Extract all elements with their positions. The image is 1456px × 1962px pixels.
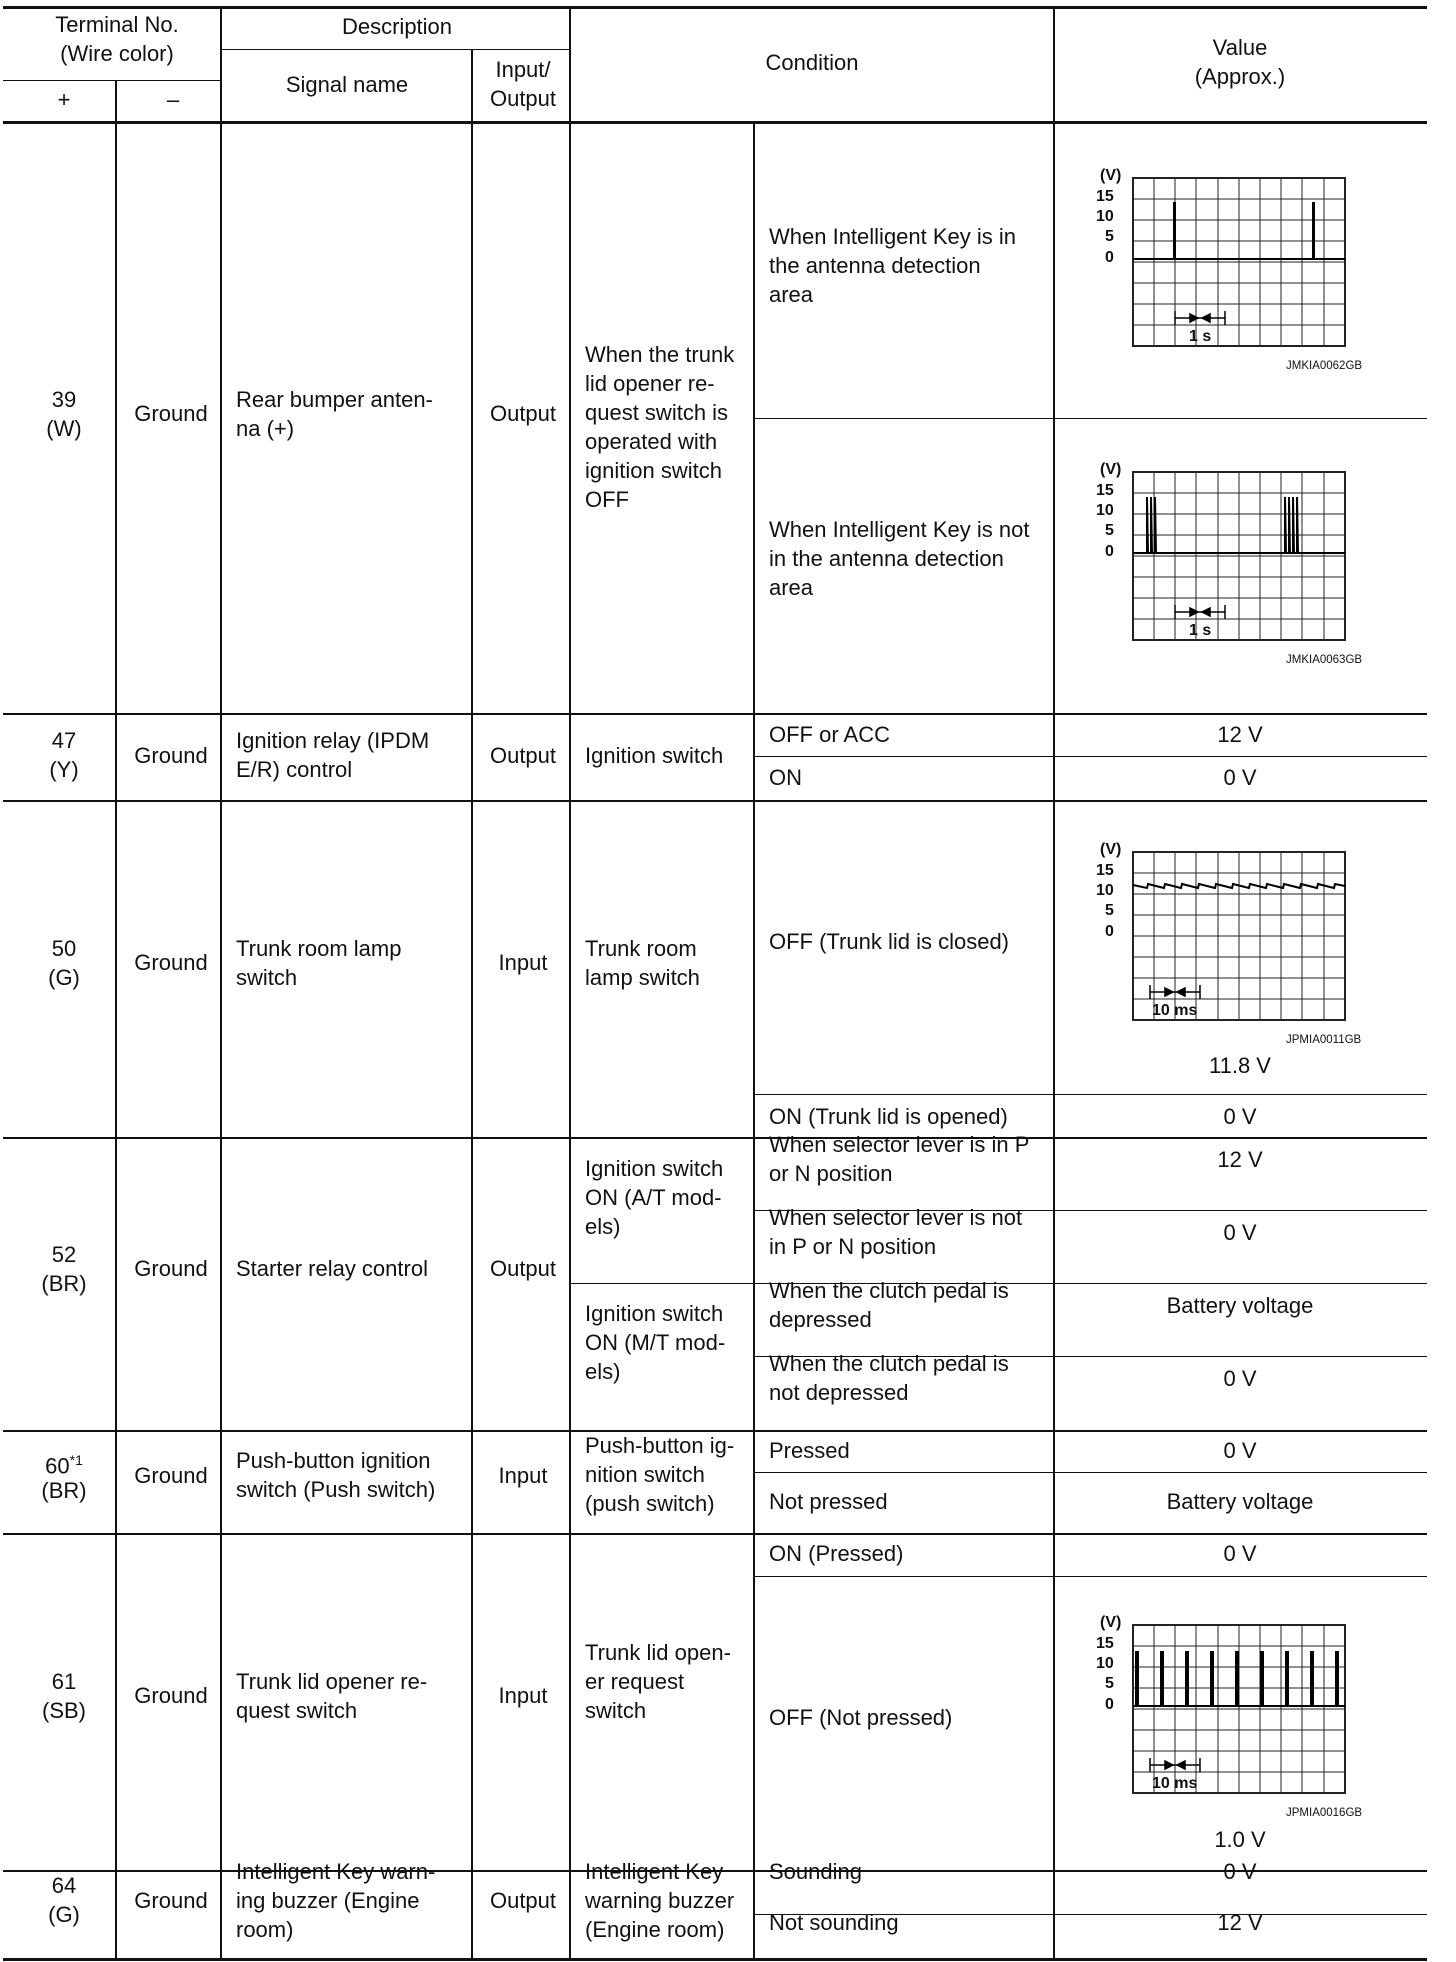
header-minus: – [166,87,180,112]
waveform-4-code: JPMIA0016GB [1286,1807,1363,1819]
waveform-2-time-label: 1 s [1189,622,1212,639]
row-39-condition: When the trunk lid opener re- quest switch is operated with ignition switch OFF [585,342,735,512]
waveform-trunk-opener-off-graph [1090,1610,1390,1820]
row-47-condition: Ignition switch [585,743,724,768]
waveform-trunk-lamp-off-graph [1090,837,1390,1047]
waveform-2-tick-10: 10 [1096,502,1114,519]
row-52-g1-sub2-value: 0 V [1223,1220,1257,1245]
row-60-signal: Push-button ignition switch (Push switch) [236,1448,436,1502]
row-60-io: Input [498,1463,548,1488]
row-60-sub1-value: 0 V [1223,1438,1257,1463]
waveform-3-tick-10: 10 [1096,882,1114,899]
waveform-4-tick-5: 5 [1105,1675,1114,1692]
row-47-ground: Ground [134,743,208,768]
waveform-3-tick-15: 15 [1096,862,1114,879]
header-signal-name: Signal name [285,72,409,97]
waveform-3-tick-0: 0 [1105,923,1114,940]
waveform-antenna-in-area [1090,163,1390,373]
row-50-sub1-value: 11.8 V [1209,1053,1271,1078]
waveform-1-tick-15: 15 [1096,188,1114,205]
waveform-1-code: JMKIA0062GB [1286,360,1363,372]
row-50-io: Input [498,950,548,975]
row-52-g2-sub1-value: Battery voltage [1166,1293,1314,1318]
waveform-1-tick-5: 5 [1105,228,1114,245]
row-52-g2-sub2-condition: When the clutch pedal is not depressed [769,1351,1009,1405]
row-52-g1-sub1-condition: When selector lever is in P or N position [769,1132,1030,1186]
row-50-sub2-value: 0 V [1223,1104,1257,1129]
row-64-io: Output [489,1888,557,1913]
row-60-footnote-mark: *1 [69,1452,83,1468]
row-60-condition: Push-button ig- nition switch (push switch) [585,1433,735,1516]
row-64-sub1-condition: Sounding [769,1859,862,1884]
row-50-sub1-condition: OFF (Trunk lid is closed) [769,929,1010,954]
row-61-terminal: 61 (SB) [42,1669,86,1723]
waveform-1-time-label: 1 s [1189,328,1212,345]
waveform-2-unit: (V) [1100,461,1122,478]
waveform-trunk-lamp-off [1090,837,1390,1047]
waveform-4-time-label: 10 ms [1152,1775,1198,1792]
header-terminal-no: Terminal No. (Wire color) [55,12,179,66]
row-52-g1-sub2-condition: When selector lever is not in P or N position [769,1205,1023,1259]
waveform-3-time-label: 10 ms [1152,1002,1198,1019]
waveform-2-tick-0: 0 [1105,543,1114,560]
row-39-sub1-condition: When Intelligent Key is in the antenna detection area [769,224,1017,307]
waveform-4-tick-0: 0 [1105,1696,1114,1713]
row-61-sub2-value: 1.0 V [1214,1827,1266,1852]
row-50-ground: Ground [134,950,208,975]
row-60-ground: Ground [134,1463,208,1488]
row-61-sub1-condition: ON (Pressed) [769,1541,904,1566]
row-60-sub1-condition: Pressed [769,1438,850,1463]
row-47-terminal: 47 (Y) [49,728,79,782]
row-52-io: Output [489,1256,557,1281]
row-61-signal: Trunk lid opener re- quest switch [236,1669,428,1723]
waveform-antenna-in-area-graph [1090,163,1390,373]
row-60-sub2-condition: Not pressed [769,1489,888,1514]
row-50-sub2-condition: ON (Trunk lid is opened) [769,1104,1008,1129]
waveform-3-tick-5: 5 [1105,902,1114,919]
waveform-4-tick-15: 15 [1096,1635,1114,1652]
header-value: Value (Approx.) [1194,35,1286,89]
row-60-terminal-number: 60 [45,1453,70,1479]
row-52-ground: Ground [134,1256,208,1281]
row-52-g2-sub2-value: 0 V [1223,1366,1257,1391]
row-64-signal: Intelligent Key warn- ing buzzer (Engine room) [236,1859,436,1942]
waveform-2-tick-5: 5 [1105,522,1114,539]
row-64-sub2-value: 12 V [1217,1910,1263,1935]
row-47-sub2-condition: ON [769,765,802,790]
row-50-terminal: 50 (G) [48,936,80,990]
row-47-sub1-condition: OFF or ACC [769,722,891,747]
row-61-ground: Ground [134,1683,208,1708]
row-52-signal: Starter relay control [236,1256,428,1281]
row-61-sub2-condition: OFF (Not pressed) [769,1705,953,1730]
header-plus: + [57,87,71,112]
row-64-terminal: 64 (G) [48,1873,80,1927]
row-64-sub2-condition: Not sounding [769,1910,899,1935]
waveform-antenna-not-in-area-graph [1090,457,1390,667]
waveform-1-tick-0: 0 [1105,249,1114,266]
row-39-sub2-condition: When Intelligent Key is not in the antenna detection area [769,517,1030,600]
row-39-signal: Rear bumper anten- na (+) [236,387,433,441]
header-condition: Condition [765,50,859,75]
row-52-group2-condition: Ignition switch ON (M/T mod- els) [585,1301,726,1384]
row-39-terminal: 39 (W) [46,387,82,441]
row-39-ground: Ground [134,401,208,426]
row-47-sub1-value: 12 V [1217,722,1263,747]
row-60-terminal-color: (BR) [41,1478,87,1503]
row-61-sub1-value: 0 V [1223,1541,1257,1566]
row-64-sub1-value: 0 V [1223,1859,1257,1884]
waveform-4-tick-10: 10 [1096,1655,1114,1672]
row-64-ground: Ground [134,1888,208,1913]
row-52-g1-sub1-value: 12 V [1217,1147,1263,1172]
waveform-3-unit: (V) [1100,841,1122,858]
waveform-2-code: JMKIA0063GB [1286,654,1363,666]
row-50-condition: Trunk room lamp switch [585,936,700,990]
row-47-io: Output [489,743,557,768]
row-50-signal: Trunk room lamp switch [236,936,402,990]
header-description: Description [341,14,453,39]
waveform-4-unit: (V) [1100,1614,1122,1631]
row-61-io: Input [498,1683,548,1708]
row-61-condition: Trunk lid open- er request switch [585,1640,731,1723]
row-39-io: Output [489,401,557,426]
header-input-output: Input/ Output [489,57,557,111]
row-64-condition: Intelligent Key warning buzzer (Engine room) [585,1859,735,1942]
waveform-1-unit: (V) [1100,167,1122,184]
row-47-sub2-value: 0 V [1223,765,1257,790]
waveform-antenna-not-in-area [1090,457,1390,667]
row-52-terminal: 52 (BR) [41,1242,87,1296]
waveform-1-tick-10: 10 [1096,208,1114,225]
row-52-group1-condition: Ignition switch ON (A/T mod- els) [585,1156,724,1239]
waveform-3-code: JPMIA0011GB [1286,1034,1362,1046]
row-52-g2-sub1-condition: When the clutch pedal is depressed [769,1278,1009,1332]
waveform-2-tick-15: 15 [1096,482,1114,499]
waveform-trunk-opener-off [1090,1610,1390,1820]
row-60-sub2-value: Battery voltage [1166,1489,1314,1514]
row-47-signal: Ignition relay (IPDM E/R) control [236,728,430,782]
